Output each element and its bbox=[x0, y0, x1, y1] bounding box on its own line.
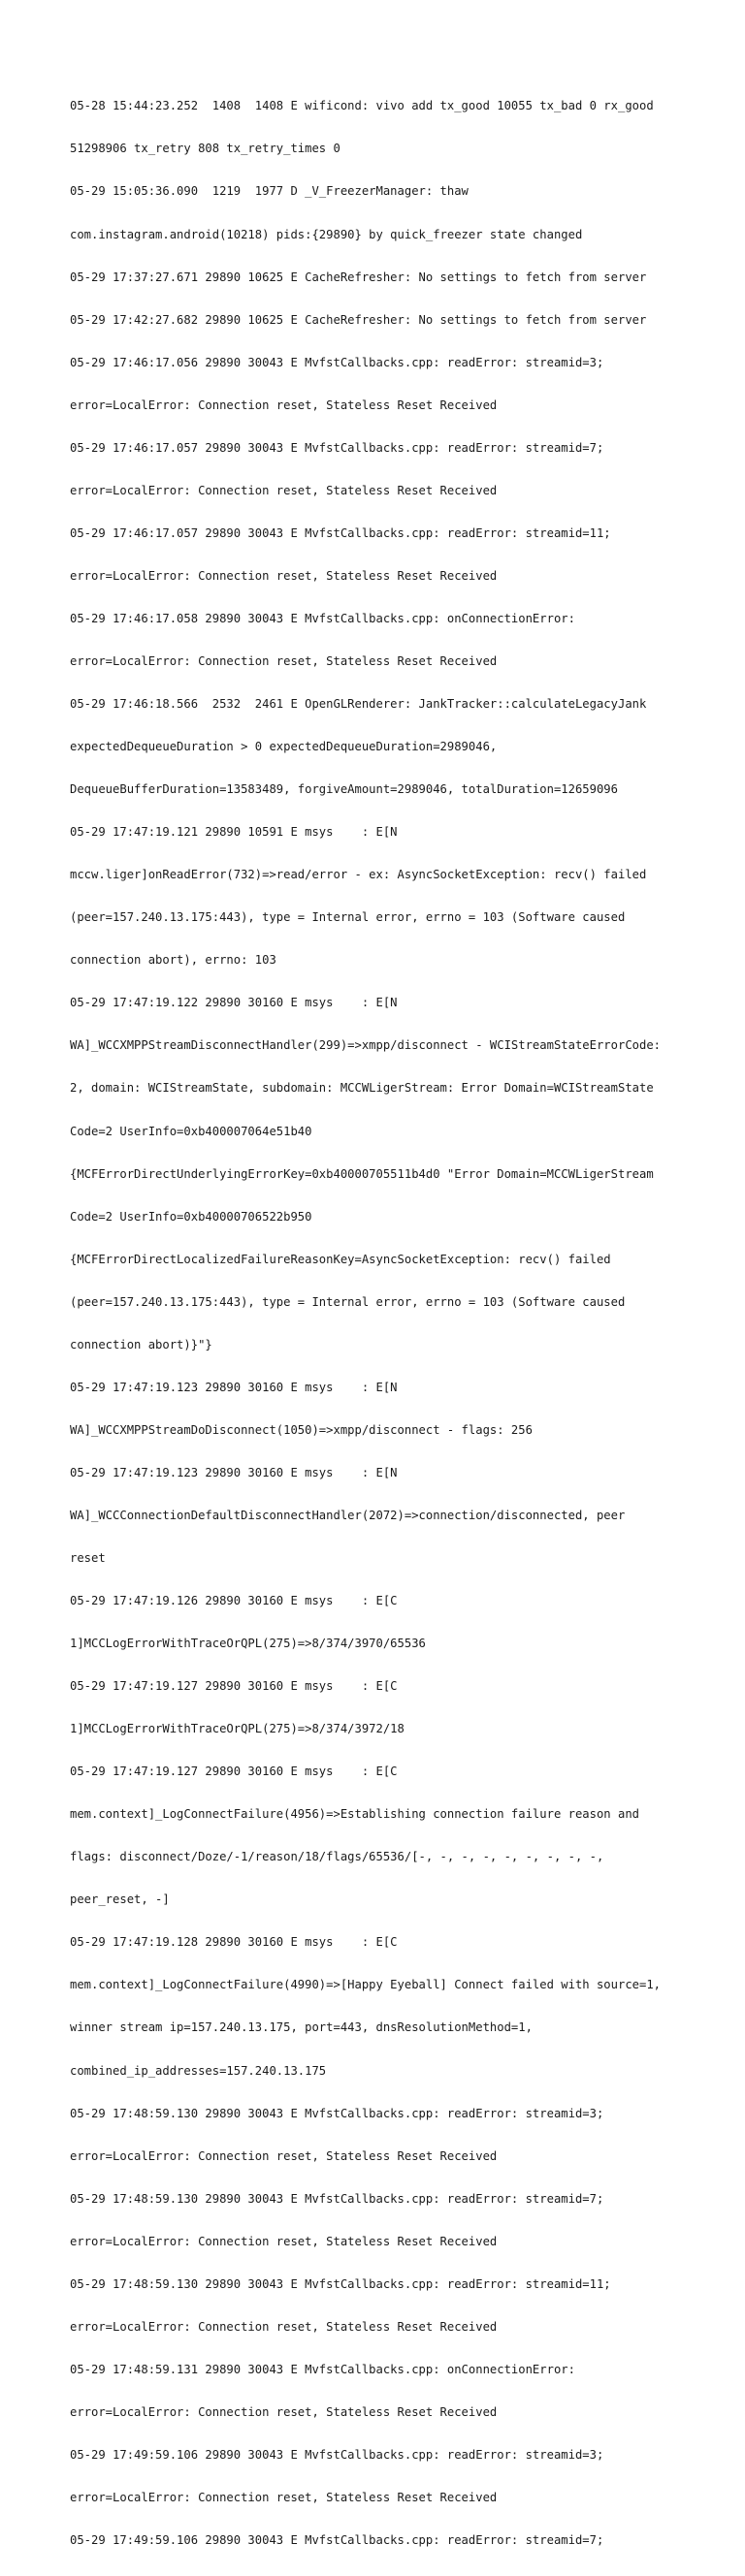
log-line: 05-29 17:47:19.126 29890 30160 E msys : E[C bbox=[70, 1594, 398, 1608]
log-line: mccw.liger]onReadError(732)=>read/error - ex: AsyncSocketException: recv() failed bbox=[70, 868, 647, 882]
log-line: error=LocalError: Connection reset, Stateless Reset Received bbox=[70, 568, 498, 583]
log-line: 05-29 17:48:59.131 29890 30043 E MvfstCallbacks.cpp: onConnectionError: bbox=[70, 2362, 575, 2376]
log-line: 1]MCCLogErrorWithTraceOrQPL(275)=>8/374/3970/65536 bbox=[70, 1637, 426, 1651]
log-line: (peer=157.240.13.175:443), type = Internal error, errno = 103 (Software caused bbox=[70, 1294, 626, 1309]
log-line: 05-29 17:42:27.682 29890 10625 E CacheRefresher: No settings to fetch from server bbox=[70, 312, 647, 327]
log-line: 05-29 17:37:27.671 29890 10625 E CacheRefresher: No settings to fetch from server bbox=[70, 270, 647, 284]
log-line: combined_ip_addresses=157.240.13.175 bbox=[70, 2063, 327, 2078]
log-line: 05-29 17:48:59.130 29890 30043 E MvfstCallbacks.cpp: readError: streamid=3; bbox=[70, 2106, 604, 2120]
log-line: expectedDequeueDuration > 0 expectedDequeueDuration=2989046, bbox=[70, 740, 498, 754]
log-line: 1]MCCLogErrorWithTraceOrQPL(275)=>8/374/3972/18 bbox=[70, 1722, 405, 1736]
log-line: Code=2 UserInfo=0xb40000706522b950 bbox=[70, 1209, 312, 1224]
log-line: 05-29 17:46:17.057 29890 30043 E MvfstCallbacks.cpp: readError: streamid=7; bbox=[70, 440, 604, 455]
log-line: 05-29 15:05:36.090 1219 1977 D _V_FreezerManager: thaw bbox=[70, 184, 469, 199]
log-text-block bbox=[70, 71, 691, 2576]
log-line: {MCFErrorDirectLocalizedFailureReasonKey=AsyncSocketException: recv() failed bbox=[70, 1252, 611, 1266]
log-line: mem.context]_LogConnectFailure(4956)=>Establishing connection failure reason and bbox=[70, 1807, 639, 1822]
log-line: error=LocalError: Connection reset, Stateless Reset Received bbox=[70, 483, 498, 497]
log-line: {MCFErrorDirectUnderlyingErrorKey=0xb40000705511b4d0 "Error Domain=MCCWLigerStream bbox=[70, 1166, 654, 1181]
log-line: error=LocalError: Connection reset, Stateless Reset Received bbox=[70, 2148, 498, 2163]
log-line: DequeueBufferDuration=13583489, forgiveAmount=2989046, totalDuration=12659096 bbox=[70, 782, 618, 797]
log-line: error=LocalError: Connection reset, Stateless Reset Received bbox=[70, 653, 498, 668]
log-line: 51298906 tx_retry 808 tx_retry_times 0 bbox=[70, 142, 340, 156]
log-line: (peer=157.240.13.175:443), type = Internal error, errno = 103 (Software caused bbox=[70, 910, 626, 925]
log-line: error=LocalError: Connection reset, Stateless Reset Received bbox=[70, 2491, 498, 2504]
log-line: reset bbox=[70, 1550, 106, 1565]
log-line: connection abort)}"} bbox=[70, 1337, 212, 1352]
log-line: 05-29 17:47:19.128 29890 30160 E msys : E[C bbox=[70, 1935, 398, 1950]
log-line: flags: disconnect/Doze/-1/reason/18/flags/65536/[-, -, -, -, -, -, -, -, -, bbox=[70, 1850, 604, 1864]
log-line: 05-28 15:44:23.252 1408 1408 E wificond: vivo add tx_good 10055 tx_bad 0 rx_good bbox=[70, 99, 654, 113]
log-line: 05-29 17:49:59.106 29890 30043 E MvfstCallbacks.cpp: readError: streamid=7; bbox=[70, 2533, 604, 2548]
log-line: 05-29 17:46:18.566 2532 2461 E OpenGLRenderer: JankTracker::calculateLegacyJank bbox=[70, 697, 647, 712]
log-line: winner stream ip=157.240.13.175, port=443, dnsResolutionMethod=1, bbox=[70, 2020, 533, 2035]
log-line: com.instagram.android(10218) pids:{29890} by quick_freezer state changed bbox=[70, 227, 583, 241]
log-line: error=LocalError: Connection reset, Stateless Reset Received bbox=[70, 2404, 498, 2419]
log-line: 05-29 17:46:17.056 29890 30043 E MvfstCallbacks.cpp: readError: streamid=3; bbox=[70, 355, 604, 369]
log-line: error=LocalError: Connection reset, Stateless Reset Received bbox=[70, 2319, 498, 2334]
log-line: Code=2 UserInfo=0xb400007064e51b40 bbox=[70, 1124, 312, 1138]
log-line: 05-29 17:47:19.127 29890 30160 E msys : E[C bbox=[70, 1765, 398, 1779]
log-line: 2, domain: WCIStreamState, subdomain: MCCWLigerStream: Error Domain=WCIStreamState bbox=[70, 1081, 654, 1096]
log-line: error=LocalError: Connection reset, Stateless Reset Received bbox=[70, 398, 498, 412]
log-line: WA]_WCCConnectionDefaultDisconnectHandler(2072)=>connection/disconnected, peer bbox=[70, 1508, 626, 1522]
log-line: 05-29 17:48:59.130 29890 30043 E MvfstCallbacks.cpp: readError: streamid=7; bbox=[70, 2191, 604, 2206]
log-line: 05-29 17:49:59.106 29890 30043 E MvfstCallbacks.cpp: readError: streamid=3; bbox=[70, 2447, 604, 2462]
log-line: 05-29 17:47:19.121 29890 10591 E msys : E[N bbox=[70, 825, 398, 840]
log-line: 05-29 17:47:19.123 29890 30160 E msys : E[N bbox=[70, 1465, 398, 1479]
log-line: 05-29 17:46:17.057 29890 30043 E MvfstCallbacks.cpp: readError: streamid=11; bbox=[70, 525, 611, 540]
log-line: 05-29 17:48:59.130 29890 30043 E MvfstCallbacks.cpp: readError: streamid=11; bbox=[70, 2276, 611, 2291]
log-line: WA]_WCCXMPPStreamDisconnectHandler(299)=>xmpp/disconnect - WCIStreamStateErrorCode: bbox=[70, 1038, 662, 1053]
log-line: mem.context]_LogConnectFailure(4990)=>[Happy Eyeball] Connect failed with source=1, bbox=[70, 1978, 662, 1992]
log-line: connection abort), errno: 103 bbox=[70, 953, 276, 968]
log-line: WA]_WCCXMPPStreamDoDisconnect(1050)=>xmpp/disconnect - flags: 256 bbox=[70, 1422, 533, 1437]
log-line: 05-29 17:47:19.127 29890 30160 E msys : E[C bbox=[70, 1679, 398, 1694]
log-line: peer_reset, -] bbox=[70, 1892, 170, 1907]
log-line: 05-29 17:47:19.123 29890 30160 E msys : E[N bbox=[70, 1380, 398, 1394]
log-line: 05-29 17:47:19.122 29890 30160 E msys : E[N bbox=[70, 996, 398, 1010]
log-line: 05-29 17:46:17.058 29890 30043 E MvfstCallbacks.cpp: onConnectionError: bbox=[70, 611, 575, 625]
log-line: error=LocalError: Connection reset, Stateless Reset Received bbox=[70, 2234, 498, 2248]
